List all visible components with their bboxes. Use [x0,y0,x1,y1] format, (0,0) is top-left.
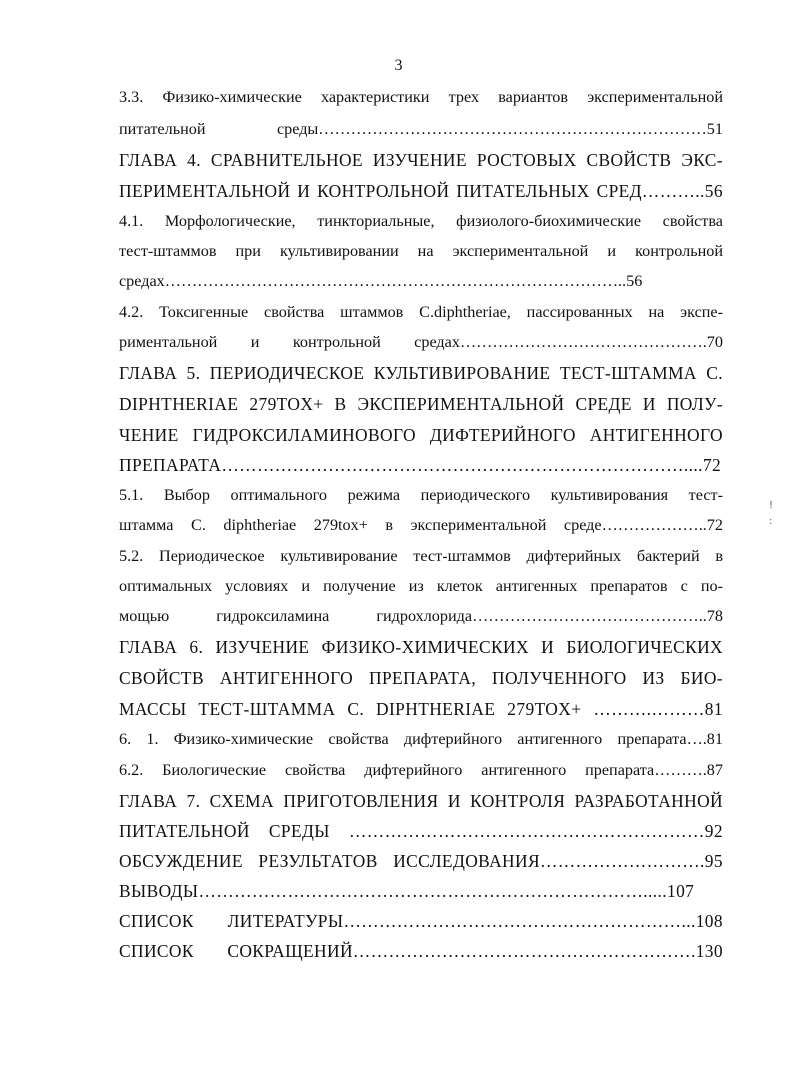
toc-line-3-3: 3.3. Физико-химические характеристики трех вариантов экспериментальной [119,88,723,106]
toc-line-6-1: 6. 1. Физико-химические свойства дифтерийного антигенного препарата….81 [119,730,723,748]
toc-line-5-2-l3: мощью гидроксиламина гидрохлорида……………………………………..78 [119,607,723,625]
toc-chapter-5-l4: ПРЕПАРАТА……………………………………………………………………....72 [119,455,722,475]
toc-chapter-4-cont: ПЕРИМЕНТАЛЬНОЙ И КОНТРОЛЬНОЙ ПИТАТЕЛЬНЫХ СРЕД………..56 [119,181,723,201]
toc-line-4-2: 4.2. Токсигенные свойства штаммов C.diphtheriae, пассированных на экспе- [119,303,723,321]
toc-line-4-1-cont: тест-штаммов при культивировании на экспериментальной и контрольной [119,242,723,260]
toc-chapter-7: ГЛАВА 7. СХЕМА ПРИГОТОВЛЕНИЯ И КОНТРОЛЯ РАЗРАБОТАННОЙ [119,791,723,811]
page-number: 3 [394,57,403,74]
toc-line-6-2: 6.2. Биологические свойства дифтерийного антигенного препарата……….87 [119,761,723,779]
toc-chapter-5-l2: DIPHTHERIAE 279TOX+ В ЭКСПЕРИМЕНТАЛЬНОЙ СРЕДЕ И ПОЛУ- [119,394,723,414]
toc-line-5-1: 5.1. Выбор оптимального режима периодического культивирования тест- [119,486,723,504]
toc-line-3-3-cont: питательной среды………………………………………………………………51 [119,120,723,138]
toc-chapter-6-l3: МАССЫ ТЕСТ-ШТАММА C. DIPHTHERIAE 279TOX+ ……….………81 [119,699,723,719]
toc-chapter-7-cont: ПИТАТЕЛЬНОЙ СРЕДЫ ……………………………………………………92 [119,821,723,841]
margin-mark: : [769,516,773,527]
toc-line-5-2: 5.2. Периодическое культивирование тест-штаммов дифтерийных бактерий в [119,547,723,565]
toc-line-5-2-l2: оптимальных условиях и получение из клеток антигенных препаратов с по- [119,577,723,595]
toc-chapter-6-l2: СВОЙСТВ АНТИГЕННОГО ПРЕПАРАТА, ПОЛУЧЕННОГО ИЗ БИО- [119,668,723,688]
toc-chapter-4: ГЛАВА 4. СРАВНИТЕЛЬНОЕ ИЗУЧЕНИЕ РОСТОВЫХ СВОЙСТВ ЭКС- [119,150,723,170]
toc-abbreviations: СПИСОК СОКРАЩЕНИЙ………………………………………………….130 [119,941,723,961]
margin-mark: ! [769,500,774,511]
toc-chapter-6: ГЛАВА 6. ИЗУЧЕНИЕ ФИЗИКО-ХИМИЧЕСКИХ И БИОЛОГИЧЕСКИХ [119,637,723,657]
toc-chapter-5-l3: ЧЕНИЕ ГИДРОКСИЛАМИНОВОГО ДИФТЕРИЙНОГО АНТИГЕННОГО [119,425,723,445]
toc-discussion: ОБСУЖДЕНИЕ РЕЗУЛЬТАТОВ ИССЛЕДОВАНИЯ……………………….95 [119,851,723,871]
toc-line-4-1: 4.1. Морфологические, тинкториальные, физиолого-биохимические свойства [119,212,723,230]
toc-line-4-2-cont: риментальной и контрольной средах……………………………………….70 [119,333,723,351]
toc-conclusions: ВЫВОДЫ………………………………………………………………….....107 [119,881,695,901]
toc-references: СПИСОК ЛИТЕРАТУРЫ…………………………………………………...108 [119,911,723,931]
toc-chapter-5: ГЛАВА 5. ПЕРИОДИЧЕСКОЕ КУЛЬТИВИРОВАНИЕ ТЕСТ-ШТАММА C. [119,363,723,383]
toc-line-4-1-end: средах…………………………………………………………………………..56 [119,272,643,290]
toc-line-5-1-cont: штамма C. diphtheriae 279tox+ в экспериментальной среде………………..72 [119,516,723,534]
